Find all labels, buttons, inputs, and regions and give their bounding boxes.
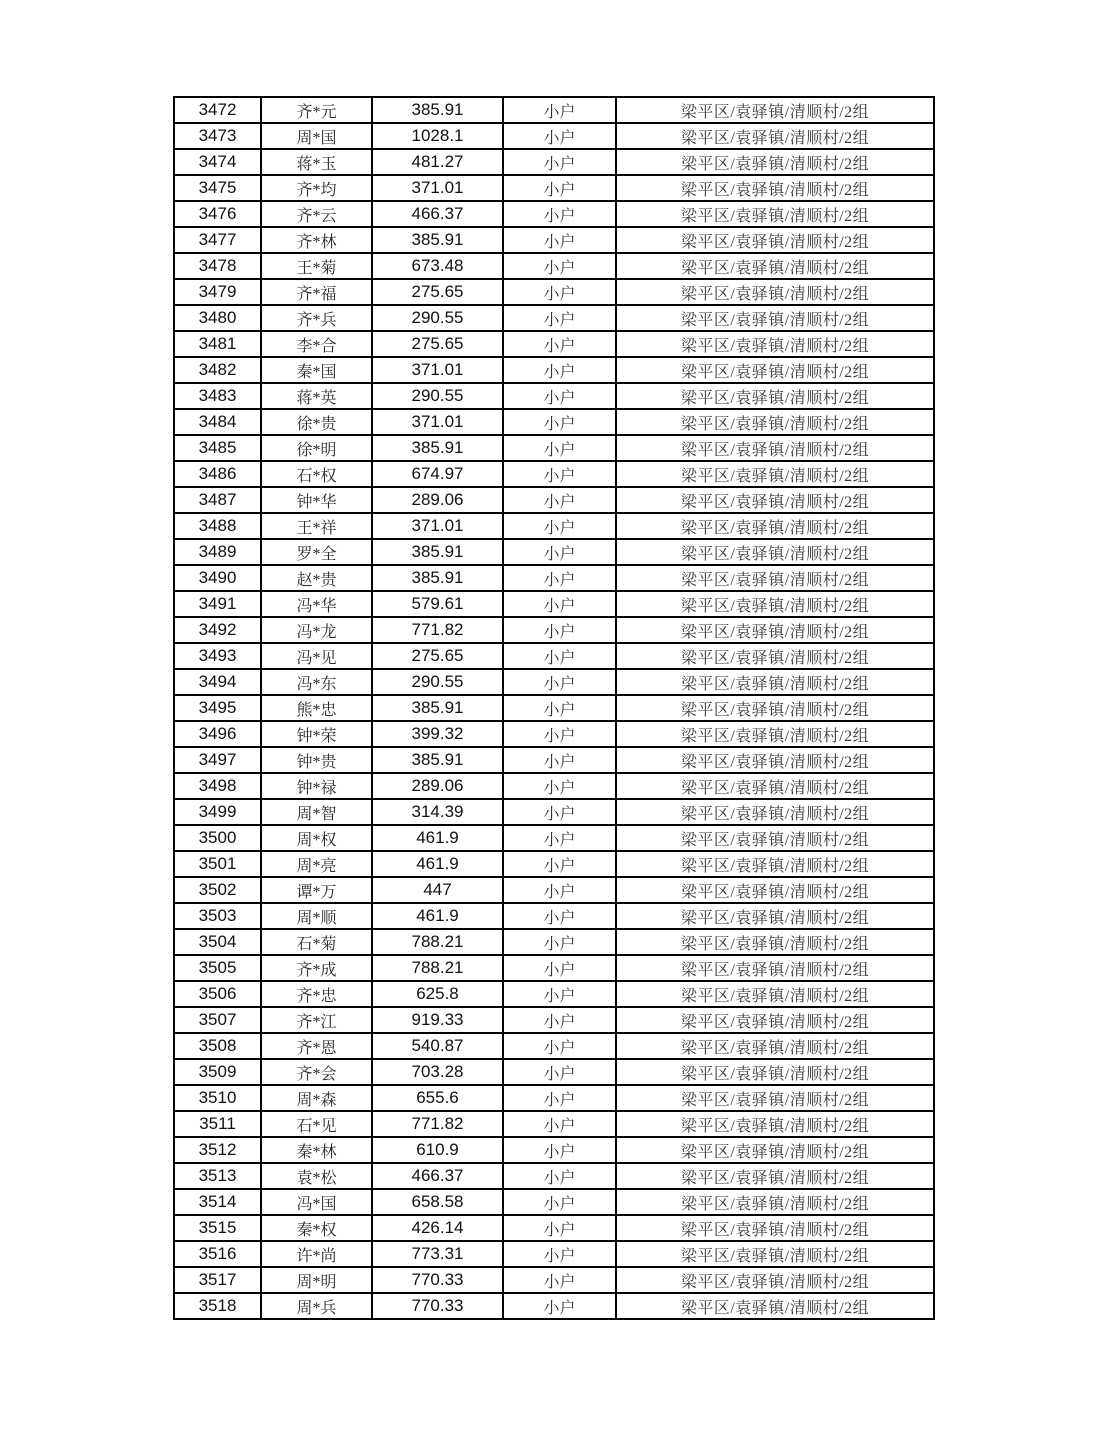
cell-serial-number: 3511	[174, 1111, 261, 1137]
cell-household-type: 小户	[503, 487, 616, 513]
cell-household-type: 小户	[503, 435, 616, 461]
data-table	[173, 96, 935, 1320]
cell-amount: 371.01	[372, 409, 503, 435]
cell-serial-number: 3510	[174, 1085, 261, 1111]
cell-amount: 314.39	[372, 799, 503, 825]
cell-serial-number: 3473	[174, 123, 261, 149]
cell-household-type: 小户	[503, 825, 616, 851]
cell-serial-number: 3503	[174, 903, 261, 929]
cell-location: 梁平区/袁驿镇/清顺村/2组	[616, 305, 934, 331]
cell-name-masked: 周*森	[261, 1085, 372, 1111]
cell-serial-number: 3477	[174, 227, 261, 253]
cell-amount: 399.32	[372, 721, 503, 747]
cell-name-masked: 齐*林	[261, 227, 372, 253]
cell-amount: 579.61	[372, 591, 503, 617]
cell-name-masked: 冯*东	[261, 669, 372, 695]
cell-household-type: 小户	[503, 1163, 616, 1189]
cell-name-masked: 齐*忠	[261, 981, 372, 1007]
table-row	[174, 123, 934, 149]
cell-location: 梁平区/袁驿镇/清顺村/2组	[616, 747, 934, 773]
cell-household-type: 小户	[503, 721, 616, 747]
cell-amount: 770.33	[372, 1293, 503, 1319]
cell-name-masked: 熊*忠	[261, 695, 372, 721]
table-row	[174, 695, 934, 721]
cell-serial-number: 3514	[174, 1189, 261, 1215]
cell-location: 梁平区/袁驿镇/清顺村/2组	[616, 409, 934, 435]
cell-serial-number: 3516	[174, 1241, 261, 1267]
cell-serial-number: 3513	[174, 1163, 261, 1189]
cell-location: 梁平区/袁驿镇/清顺村/2组	[616, 1137, 934, 1163]
cell-serial-number: 3499	[174, 799, 261, 825]
cell-household-type: 小户	[503, 695, 616, 721]
cell-serial-number: 3478	[174, 253, 261, 279]
cell-amount: 461.9	[372, 851, 503, 877]
cell-serial-number: 3515	[174, 1215, 261, 1241]
cell-amount: 275.65	[372, 643, 503, 669]
cell-name-masked: 周*兵	[261, 1293, 372, 1319]
cell-location: 梁平区/袁驿镇/清顺村/2组	[616, 1085, 934, 1111]
cell-serial-number: 3492	[174, 617, 261, 643]
table-row	[174, 747, 934, 773]
cell-name-masked: 王*菊	[261, 253, 372, 279]
cell-location: 梁平区/袁驿镇/清顺村/2组	[616, 201, 934, 227]
cell-household-type: 小户	[503, 1189, 616, 1215]
cell-name-masked: 秦*国	[261, 357, 372, 383]
cell-name-masked: 石*权	[261, 461, 372, 487]
cell-household-type: 小户	[503, 357, 616, 383]
cell-household-type: 小户	[503, 539, 616, 565]
cell-amount: 385.91	[372, 695, 503, 721]
cell-name-masked: 赵*贵	[261, 565, 372, 591]
cell-serial-number: 3496	[174, 721, 261, 747]
cell-location: 梁平区/袁驿镇/清顺村/2组	[616, 487, 934, 513]
cell-amount: 466.37	[372, 201, 503, 227]
cell-location: 梁平区/袁驿镇/清顺村/2组	[616, 669, 934, 695]
cell-household-type: 小户	[503, 1059, 616, 1085]
cell-amount: 275.65	[372, 279, 503, 305]
cell-name-masked: 徐*贵	[261, 409, 372, 435]
cell-name-masked: 周*国	[261, 123, 372, 149]
cell-name-masked: 周*顺	[261, 903, 372, 929]
cell-name-masked: 冯*华	[261, 591, 372, 617]
cell-amount: 385.91	[372, 565, 503, 591]
cell-amount: 788.21	[372, 955, 503, 981]
cell-location: 梁平区/袁驿镇/清顺村/2组	[616, 227, 934, 253]
cell-location: 梁平区/袁驿镇/清顺村/2组	[616, 721, 934, 747]
cell-location: 梁平区/袁驿镇/清顺村/2组	[616, 1241, 934, 1267]
cell-location: 梁平区/袁驿镇/清顺村/2组	[616, 695, 934, 721]
cell-amount: 788.21	[372, 929, 503, 955]
cell-serial-number: 3481	[174, 331, 261, 357]
cell-name-masked: 蒋*玉	[261, 149, 372, 175]
table-row	[174, 227, 934, 253]
table-row	[174, 617, 934, 643]
cell-serial-number: 3504	[174, 929, 261, 955]
cell-serial-number: 3501	[174, 851, 261, 877]
cell-name-masked: 周*权	[261, 825, 372, 851]
table-row	[174, 851, 934, 877]
cell-serial-number: 3518	[174, 1293, 261, 1319]
cell-name-masked: 齐*恩	[261, 1033, 372, 1059]
cell-amount: 426.14	[372, 1215, 503, 1241]
cell-household-type: 小户	[503, 565, 616, 591]
cell-serial-number: 3489	[174, 539, 261, 565]
cell-name-masked: 徐*明	[261, 435, 372, 461]
table-row	[174, 539, 934, 565]
cell-household-type: 小户	[503, 1267, 616, 1293]
table-row	[174, 721, 934, 747]
table-row	[174, 981, 934, 1007]
cell-amount: 658.58	[372, 1189, 503, 1215]
table-row	[174, 1215, 934, 1241]
table-row	[174, 1241, 934, 1267]
cell-serial-number: 3517	[174, 1267, 261, 1293]
cell-name-masked: 钟*华	[261, 487, 372, 513]
table-row	[174, 1111, 934, 1137]
table-row	[174, 149, 934, 175]
cell-household-type: 小户	[503, 851, 616, 877]
table-row	[174, 461, 934, 487]
cell-location: 梁平区/袁驿镇/清顺村/2组	[616, 149, 934, 175]
cell-household-type: 小户	[503, 1007, 616, 1033]
table-row	[174, 929, 934, 955]
cell-amount: 1028.1	[372, 123, 503, 149]
table-row	[174, 591, 934, 617]
cell-serial-number: 3494	[174, 669, 261, 695]
cell-serial-number: 3495	[174, 695, 261, 721]
cell-amount: 371.01	[372, 513, 503, 539]
cell-location: 梁平区/袁驿镇/清顺村/2组	[616, 851, 934, 877]
table-row	[174, 1137, 934, 1163]
table-row	[174, 175, 934, 201]
cell-location: 梁平区/袁驿镇/清顺村/2组	[616, 773, 934, 799]
table-row	[174, 305, 934, 331]
cell-name-masked: 袁*松	[261, 1163, 372, 1189]
cell-amount: 371.01	[372, 357, 503, 383]
cell-location: 梁平区/袁驿镇/清顺村/2组	[616, 175, 934, 201]
cell-amount: 290.55	[372, 669, 503, 695]
table-row	[174, 825, 934, 851]
cell-serial-number: 3482	[174, 357, 261, 383]
cell-household-type: 小户	[503, 903, 616, 929]
cell-location: 梁平区/袁驿镇/清顺村/2组	[616, 1215, 934, 1241]
cell-household-type: 小户	[503, 1085, 616, 1111]
cell-serial-number: 3506	[174, 981, 261, 1007]
cell-location: 梁平区/袁驿镇/清顺村/2组	[616, 1163, 934, 1189]
cell-location: 梁平区/袁驿镇/清顺村/2组	[616, 279, 934, 305]
cell-location: 梁平区/袁驿镇/清顺村/2组	[616, 513, 934, 539]
cell-location: 梁平区/袁驿镇/清顺村/2组	[616, 981, 934, 1007]
table-row	[174, 357, 934, 383]
cell-location: 梁平区/袁驿镇/清顺村/2组	[616, 799, 934, 825]
cell-serial-number: 3505	[174, 955, 261, 981]
cell-location: 梁平区/袁驿镇/清顺村/2组	[616, 331, 934, 357]
cell-location: 梁平区/袁驿镇/清顺村/2组	[616, 1293, 934, 1319]
table-row	[174, 279, 934, 305]
cell-serial-number: 3484	[174, 409, 261, 435]
cell-household-type: 小户	[503, 929, 616, 955]
cell-household-type: 小户	[503, 331, 616, 357]
cell-location: 梁平区/袁驿镇/清顺村/2组	[616, 123, 934, 149]
cell-name-masked: 冯*见	[261, 643, 372, 669]
cell-serial-number: 3480	[174, 305, 261, 331]
cell-amount: 385.91	[372, 227, 503, 253]
cell-name-masked: 周*亮	[261, 851, 372, 877]
cell-serial-number: 3486	[174, 461, 261, 487]
cell-location: 梁平区/袁驿镇/清顺村/2组	[616, 591, 934, 617]
cell-serial-number: 3490	[174, 565, 261, 591]
table-row	[174, 955, 934, 981]
cell-location: 梁平区/袁驿镇/清顺村/2组	[616, 1007, 934, 1033]
table-row	[174, 253, 934, 279]
table-row	[174, 565, 934, 591]
cell-name-masked: 李*合	[261, 331, 372, 357]
cell-location: 梁平区/袁驿镇/清顺村/2组	[616, 357, 934, 383]
cell-name-masked: 齐*元	[261, 97, 372, 123]
cell-name-masked: 蒋*英	[261, 383, 372, 409]
cell-amount: 610.9	[372, 1137, 503, 1163]
cell-amount: 625.8	[372, 981, 503, 1007]
table-row	[174, 1267, 934, 1293]
table-row	[174, 799, 934, 825]
cell-household-type: 小户	[503, 669, 616, 695]
cell-household-type: 小户	[503, 643, 616, 669]
cell-household-type: 小户	[503, 1033, 616, 1059]
cell-household-type: 小户	[503, 201, 616, 227]
cell-serial-number: 3474	[174, 149, 261, 175]
cell-location: 梁平区/袁驿镇/清顺村/2组	[616, 1111, 934, 1137]
cell-household-type: 小户	[503, 799, 616, 825]
cell-amount: 771.82	[372, 617, 503, 643]
cell-name-masked: 齐*均	[261, 175, 372, 201]
cell-amount: 466.37	[372, 1163, 503, 1189]
cell-name-masked: 周*明	[261, 1267, 372, 1293]
table-row	[174, 1033, 934, 1059]
cell-household-type: 小户	[503, 773, 616, 799]
cell-name-masked: 罗*全	[261, 539, 372, 565]
cell-location: 梁平区/袁驿镇/清顺村/2组	[616, 1059, 934, 1085]
cell-serial-number: 3488	[174, 513, 261, 539]
cell-amount: 447	[372, 877, 503, 903]
cell-serial-number: 3491	[174, 591, 261, 617]
cell-amount: 773.31	[372, 1241, 503, 1267]
cell-household-type: 小户	[503, 1137, 616, 1163]
cell-household-type: 小户	[503, 409, 616, 435]
cell-location: 梁平区/袁驿镇/清顺村/2组	[616, 1033, 934, 1059]
cell-serial-number: 3485	[174, 435, 261, 461]
cell-amount: 673.48	[372, 253, 503, 279]
cell-household-type: 小户	[503, 1111, 616, 1137]
cell-name-masked: 秦*权	[261, 1215, 372, 1241]
table-row	[174, 669, 934, 695]
cell-location: 梁平区/袁驿镇/清顺村/2组	[616, 97, 934, 123]
cell-location: 梁平区/袁驿镇/清顺村/2组	[616, 461, 934, 487]
cell-amount: 481.27	[372, 149, 503, 175]
cell-household-type: 小户	[503, 149, 616, 175]
cell-name-masked: 齐*云	[261, 201, 372, 227]
cell-household-type: 小户	[503, 97, 616, 123]
cell-name-masked: 齐*福	[261, 279, 372, 305]
cell-amount: 461.9	[372, 903, 503, 929]
table-row	[174, 487, 934, 513]
cell-household-type: 小户	[503, 513, 616, 539]
cell-name-masked: 冯*龙	[261, 617, 372, 643]
cell-location: 梁平区/袁驿镇/清顺村/2组	[616, 643, 934, 669]
cell-name-masked: 钟*荣	[261, 721, 372, 747]
cell-household-type: 小户	[503, 279, 616, 305]
cell-serial-number: 3475	[174, 175, 261, 201]
cell-serial-number: 3509	[174, 1059, 261, 1085]
cell-household-type: 小户	[503, 461, 616, 487]
cell-location: 梁平区/袁驿镇/清顺村/2组	[616, 955, 934, 981]
cell-amount: 289.06	[372, 773, 503, 799]
table-row	[174, 1007, 934, 1033]
cell-amount: 770.33	[372, 1267, 503, 1293]
cell-household-type: 小户	[503, 305, 616, 331]
cell-serial-number: 3498	[174, 773, 261, 799]
cell-name-masked: 周*智	[261, 799, 372, 825]
table-row	[174, 383, 934, 409]
cell-household-type: 小户	[503, 981, 616, 1007]
cell-serial-number: 3507	[174, 1007, 261, 1033]
cell-serial-number: 3500	[174, 825, 261, 851]
cell-serial-number: 3476	[174, 201, 261, 227]
cell-name-masked: 秦*林	[261, 1137, 372, 1163]
table-row	[174, 409, 934, 435]
cell-amount: 655.6	[372, 1085, 503, 1111]
cell-location: 梁平区/袁驿镇/清顺村/2组	[616, 1189, 934, 1215]
table-body	[174, 97, 934, 1319]
cell-location: 梁平区/袁驿镇/清顺村/2组	[616, 617, 934, 643]
cell-amount: 540.87	[372, 1033, 503, 1059]
cell-amount: 289.06	[372, 487, 503, 513]
cell-household-type: 小户	[503, 123, 616, 149]
cell-serial-number: 3479	[174, 279, 261, 305]
table-row	[174, 1163, 934, 1189]
cell-name-masked: 齐*兵	[261, 305, 372, 331]
cell-serial-number: 3493	[174, 643, 261, 669]
cell-location: 梁平区/袁驿镇/清顺村/2组	[616, 825, 934, 851]
cell-name-masked: 齐*成	[261, 955, 372, 981]
table-row	[174, 903, 934, 929]
cell-amount: 703.28	[372, 1059, 503, 1085]
cell-name-masked: 石*菊	[261, 929, 372, 955]
cell-serial-number: 3497	[174, 747, 261, 773]
cell-serial-number: 3512	[174, 1137, 261, 1163]
table-row	[174, 1059, 934, 1085]
cell-household-type: 小户	[503, 253, 616, 279]
table-row	[174, 97, 934, 123]
cell-location: 梁平区/袁驿镇/清顺村/2组	[616, 253, 934, 279]
cell-name-masked: 钟*贵	[261, 747, 372, 773]
cell-household-type: 小户	[503, 955, 616, 981]
cell-amount: 385.91	[372, 539, 503, 565]
cell-household-type: 小户	[503, 877, 616, 903]
cell-amount: 385.91	[372, 435, 503, 461]
table-row	[174, 331, 934, 357]
cell-household-type: 小户	[503, 1215, 616, 1241]
cell-location: 梁平区/袁驿镇/清顺村/2组	[616, 1267, 934, 1293]
cell-household-type: 小户	[503, 591, 616, 617]
cell-name-masked: 冯*国	[261, 1189, 372, 1215]
cell-amount: 771.82	[372, 1111, 503, 1137]
table-row	[174, 435, 934, 461]
table-row	[174, 773, 934, 799]
table-row	[174, 1085, 934, 1111]
cell-name-masked: 谭*万	[261, 877, 372, 903]
cell-amount: 290.55	[372, 305, 503, 331]
cell-name-masked: 齐*江	[261, 1007, 372, 1033]
cell-amount: 275.65	[372, 331, 503, 357]
cell-location: 梁平区/袁驿镇/清顺村/2组	[616, 903, 934, 929]
cell-serial-number: 3472	[174, 97, 261, 123]
table-row	[174, 1293, 934, 1319]
cell-amount: 919.33	[372, 1007, 503, 1033]
table-row	[174, 877, 934, 903]
cell-location: 梁平区/袁驿镇/清顺村/2组	[616, 539, 934, 565]
cell-location: 梁平区/袁驿镇/清顺村/2组	[616, 565, 934, 591]
cell-amount: 385.91	[372, 747, 503, 773]
cell-household-type: 小户	[503, 383, 616, 409]
cell-serial-number: 3487	[174, 487, 261, 513]
cell-name-masked: 齐*会	[261, 1059, 372, 1085]
cell-amount: 385.91	[372, 97, 503, 123]
table-row	[174, 643, 934, 669]
cell-amount: 371.01	[372, 175, 503, 201]
cell-location: 梁平区/袁驿镇/清顺村/2组	[616, 877, 934, 903]
cell-amount: 290.55	[372, 383, 503, 409]
cell-location: 梁平区/袁驿镇/清顺村/2组	[616, 383, 934, 409]
cell-location: 梁平区/袁驿镇/清顺村/2组	[616, 435, 934, 461]
cell-name-masked: 石*见	[261, 1111, 372, 1137]
cell-household-type: 小户	[503, 1293, 616, 1319]
cell-household-type: 小户	[503, 227, 616, 253]
table-row	[174, 1189, 934, 1215]
table-row	[174, 513, 934, 539]
cell-name-masked: 钟*禄	[261, 773, 372, 799]
cell-serial-number: 3508	[174, 1033, 261, 1059]
cell-household-type: 小户	[503, 747, 616, 773]
cell-amount: 461.9	[372, 825, 503, 851]
cell-location: 梁平区/袁驿镇/清顺村/2组	[616, 929, 934, 955]
table-row	[174, 201, 934, 227]
cell-amount: 674.97	[372, 461, 503, 487]
cell-serial-number: 3483	[174, 383, 261, 409]
cell-serial-number: 3502	[174, 877, 261, 903]
cell-name-masked: 许*尚	[261, 1241, 372, 1267]
cell-household-type: 小户	[503, 1241, 616, 1267]
cell-name-masked: 王*祥	[261, 513, 372, 539]
cell-household-type: 小户	[503, 617, 616, 643]
cell-household-type: 小户	[503, 175, 616, 201]
